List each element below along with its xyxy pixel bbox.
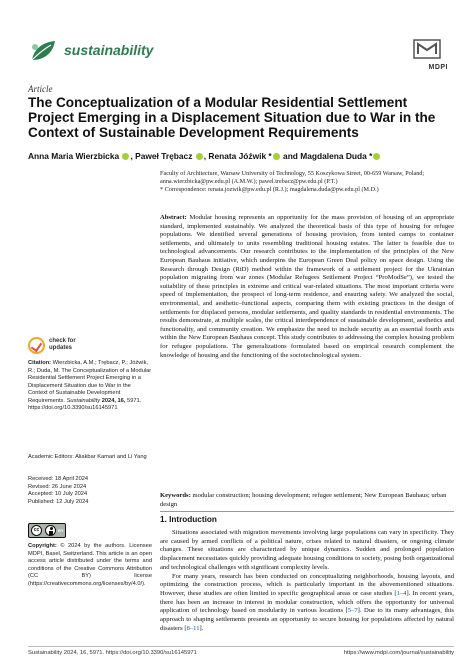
affiliation-line: Faculty of Architecture, Warsaw University of Technology, 55 Koszykowa Street, 00-659 Warsaw, Poland; (160, 170, 425, 177)
check-for-updates-button[interactable] (28, 337, 124, 355)
abstract (160, 214, 454, 360)
article-title: The Conceptualization of a Modular Residential Settlement Project Emerging in a Displacement Situation due to War in the Context of Sustainable Development Requirements (28, 95, 436, 141)
orcid-icon[interactable] (273, 153, 280, 160)
reference-link[interactable]: 8–11 (186, 624, 200, 632)
author-name[interactable]: Paweł Trębacz (135, 151, 193, 161)
intro-paragraph-1: Situations associated with migration movements involving large populations can vary in specificity. They are caused by armed conflicts of a political nature, crises related to natural disasters, or ongoing climate changes. These situations are characterized by unique dynamics. Sudden and prolonged population displacement necessitates quickly providing adequate housing conditions to society, posing both organizational and technological challenges with significant complexity levels. (160, 529, 454, 571)
article-type: Article (28, 84, 53, 94)
copyright-block (28, 543, 152, 588)
abstract-text: Modular housing represents an opportunity for the mass provision of housing of an appropriate standard, implemented sustainably. We analyzed the theoretical basis of this type of housing for refugee populations. We identified several generations of housing provision, from tented camps to container settlements, and ultimately to units resembling traditional housing estates. The latter is feasible due to technological advancements. Our research contributes to the implementation of the principles of the New European Bauhaus initiative, which underpins the European Green Deal policy on space design. Using the Research through Design (RtD) method within the framework of a settlement project for the Ukrainian population migrating from war zones (Modular Refugees Settlement Project “ProModSe”), we tested the suitability of these principles in extreme and critical war-related situations. The most important criteria were speed of implementation, the prospect of long-term residence, and ensuring safety. We analyzed the social, environmental, and aesthetic–functional aspects, comparing them with existing practices in the design of settlements for displaced persons, modular settlements, and quality standards in residential environments. The results demonstrate, at multiple scales, the critical interdependence of sustainable development, aesthetics and functionality, and community creation. We emphasize the need to include security as an essential fourth axis within the New European Bauhaus concept. This study contributes to addressing the complex housing problem for refugee populations. The generalizations formulated based on empirical research complement the knowledge of housing and the functioning of the sociotechnological system. (160, 214, 454, 359)
date-published: Published: 12 July 2024 (28, 498, 89, 505)
reference-link[interactable]: 5–7 (347, 607, 358, 615)
journal-leaf-logo-icon (28, 38, 58, 64)
author-joiner: and (280, 151, 301, 161)
intro-paragraph-2: For many years, research has been conducted on conceptualizing neighborhoods, housing layouts, and optimizing the construction process, which is particularly important in the abovementioned situations. However, these studies are often limited to specific geographical areas or case studies [1–4]. In recent years, there has been an increase in interest in modular construction, which offers the opportunity for universal application of technology based on modularity in various locations [5–7]. Due to its many advantages, this approach to shaping settlements presents an opportunity to secure housing for populations affected by natural disasters [8–11]. (160, 572, 455, 632)
author-name[interactable]: Anna Maria Wierzbicka (28, 151, 120, 161)
page-footer (28, 650, 454, 660)
keywords (160, 492, 454, 509)
author-suffix: * (266, 151, 272, 161)
journal-name: sustainability (64, 42, 154, 58)
author-name[interactable]: Renata Jóźwik (208, 151, 267, 161)
author-joiner: , (203, 151, 209, 161)
keywords-divider (160, 511, 454, 512)
citation-label: Citation: (28, 360, 52, 366)
author-suffix: * (366, 151, 373, 161)
publisher-name: MDPI (428, 64, 448, 71)
abstract-label: Abstract: (160, 214, 187, 221)
citation-block (28, 360, 152, 413)
citation-text: Wierzbicka, A.M.; Trębacz, P.; Jóźwik, R.; Duda, M. The Conceptualization of a Modular Residential Settlement Project Emerging in a Displacement Situation due to War in the Context of Sustainable Development Requirements. (28, 360, 152, 404)
orcid-icon[interactable] (196, 153, 203, 160)
citation-year-volume: 2024, 16, (101, 397, 126, 404)
footer-journal-link[interactable]: https://www.mdpi.com/journal/sustainability (343, 650, 454, 656)
section-heading: 1. Introduction (160, 515, 217, 524)
introduction-body (160, 529, 454, 633)
journal-header (28, 36, 448, 71)
correspondence-line: * Correspondence: renata.jozwik@pw.edu.pl (R.J.); magdalena.duda@pw.edu.pl (M.D.) (160, 186, 379, 194)
publication-dates (28, 476, 152, 506)
keywords-text: modular construction; housing development; refugee settlement; New European Bauhaus; urban design (160, 492, 447, 508)
date-received: Received: 18 April 2024 (28, 476, 89, 482)
author-list (28, 151, 448, 161)
license-by-label: BY (58, 528, 64, 533)
orcid-icon[interactable] (373, 153, 380, 160)
author-name[interactable]: Magdalena Duda (300, 151, 367, 161)
citation-journal: Sustainability (66, 397, 101, 404)
keywords-label: Keywords: (160, 492, 191, 499)
footer-divider (28, 646, 454, 647)
affiliation-block (160, 170, 452, 195)
orcid-icon[interactable] (122, 153, 129, 160)
footer-citation: Sustainability 2024, 16, 5971. https://doi.org/10.3390/su16145971 (28, 650, 197, 656)
copyright-text: © 2024 by the authors. Licensee MDPI, Basel, Switzerland. This article is an open access article distributed under the terms and conditions of the Creative Commons Attribution (CC BY) license (https://creativecommons.org/licenses/by/4.0/). (28, 543, 152, 587)
attribution-person-icon (45, 525, 56, 536)
affiliation-emails: anna.wierzbicka@pw.edu.pl (A.M.W.); pawel.trebacz@pw.edu.pl (P.T.) (160, 178, 338, 186)
mdpi-logo-icon (406, 38, 448, 64)
copyright-label: Copyright: (28, 543, 57, 549)
academic-editors: Academic Editors: Aliakbar Kamari and Li Yang (28, 454, 147, 460)
check-updates-icon (28, 337, 45, 354)
author-joiner: , (130, 151, 136, 161)
date-accepted: Accepted: 10 July 2024 (28, 491, 88, 497)
reference-link[interactable]: 1–4 (396, 589, 407, 597)
check-updates-label: check for updates (49, 338, 76, 351)
date-revised: Revised: 26 June 2024 (28, 483, 87, 490)
citation-doi-link[interactable]: 5971. https://doi.org/10.3390/su16145971 (28, 397, 142, 411)
cc-icon: cc (31, 525, 42, 536)
cc-by-license-badge[interactable] (28, 523, 66, 538)
